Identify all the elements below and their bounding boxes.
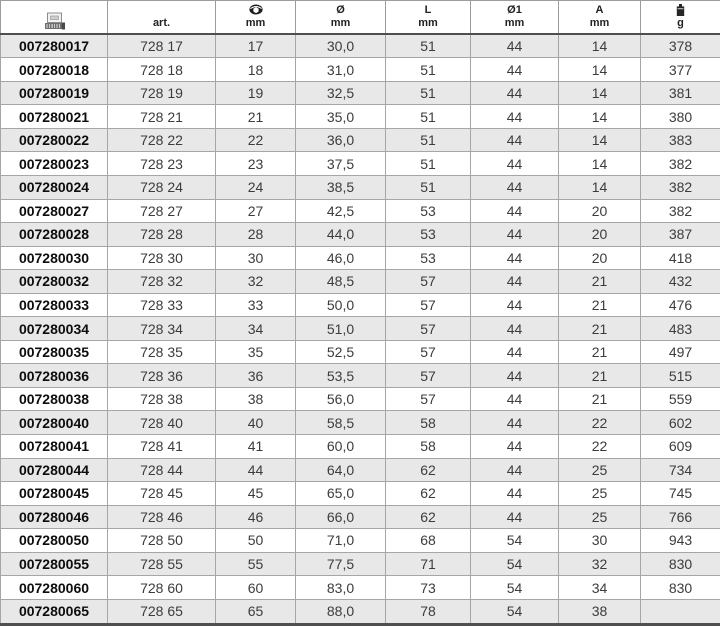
cell-dia1: 44 (471, 128, 559, 152)
table-row (1, 223, 720, 247)
table-row (1, 529, 720, 553)
cell-art: 728 17 (108, 34, 216, 58)
cell-dia1: 44 (471, 317, 559, 341)
cell-art: 728 32 (108, 270, 216, 294)
cell-ean: 007280033 (1, 293, 108, 317)
col-header-a-label: A (595, 3, 604, 16)
cell-ean: 007280035 (1, 340, 108, 364)
cell-length: 57 (386, 270, 471, 294)
table-row (1, 199, 720, 223)
cell-length: 51 (386, 34, 471, 58)
cell-art: 728 28 (108, 223, 216, 247)
cell-art: 728 22 (108, 128, 216, 152)
cell-art: 728 21 (108, 105, 216, 129)
cell-ean: 007280040 (1, 411, 108, 435)
cell-art: 728 23 (108, 152, 216, 176)
cell-length: 62 (386, 505, 471, 529)
cell-ean: 007280022 (1, 128, 108, 152)
cell-a: 21 (559, 293, 641, 317)
cell-size: 30 (216, 246, 296, 270)
cell-dia: 88,0 (296, 599, 386, 624)
cell-size: 41 (216, 434, 296, 458)
table-row (1, 105, 720, 129)
cell-length: 51 (386, 128, 471, 152)
cell-length: 57 (386, 340, 471, 364)
cell-dia: 53,5 (296, 364, 386, 388)
cell-weight: 383 (641, 128, 720, 152)
cell-ean: 007280027 (1, 199, 108, 223)
cell-a: 14 (559, 105, 641, 129)
cell-weight: 381 (641, 81, 720, 105)
cell-size: 27 (216, 199, 296, 223)
cell-size: 65 (216, 599, 296, 624)
table-row (1, 364, 720, 388)
cell-a: 14 (559, 152, 641, 176)
cell-length: 53 (386, 223, 471, 247)
col-header-art-label: art. (152, 16, 171, 29)
table-row (1, 576, 720, 600)
cell-weight: 380 (641, 105, 720, 129)
col-header-dia-unit: mm (330, 16, 351, 29)
cell-weight: 745 (641, 482, 720, 506)
cell-size: 24 (216, 175, 296, 199)
weight-icon (641, 4, 720, 17)
cell-ean: 007280023 (1, 152, 108, 176)
cell-weight: 609 (641, 434, 720, 458)
cell-ean: 007280046 (1, 505, 108, 529)
cell-art: 728 38 (108, 387, 216, 411)
cell-art: 728 35 (108, 340, 216, 364)
cell-ean: 007280019 (1, 81, 108, 105)
cell-size: 50 (216, 529, 296, 553)
table-row (1, 340, 720, 364)
cell-weight: 476 (641, 293, 720, 317)
cell-length: 51 (386, 81, 471, 105)
cell-length: 71 (386, 552, 471, 576)
cell-dia: 52,5 (296, 340, 386, 364)
cell-size: 35 (216, 340, 296, 364)
table-row (1, 128, 720, 152)
cell-dia: 77,5 (296, 552, 386, 576)
col-header-a-unit: mm (589, 16, 610, 29)
cell-dia: 48,5 (296, 270, 386, 294)
cell-art: 728 27 (108, 199, 216, 223)
table-header (1, 1, 720, 34)
cell-dia: 32,5 (296, 81, 386, 105)
cell-dia1: 44 (471, 223, 559, 247)
cell-dia: 71,0 (296, 529, 386, 553)
cell-weight: 943 (641, 529, 720, 553)
table-row (1, 458, 720, 482)
cell-a: 34 (559, 576, 641, 600)
cell-length: 51 (386, 105, 471, 129)
cell-dia: 60,0 (296, 434, 386, 458)
cell-dia: 64,0 (296, 458, 386, 482)
col-header-size (216, 1, 296, 34)
cell-dia1: 44 (471, 105, 559, 129)
cell-length: 51 (386, 175, 471, 199)
cell-ean: 007280065 (1, 599, 108, 624)
cell-ean: 007280028 (1, 223, 108, 247)
cell-weight: 766 (641, 505, 720, 529)
cell-dia1: 54 (471, 576, 559, 600)
cell-length: 58 (386, 411, 471, 435)
cell-length: 62 (386, 482, 471, 506)
cell-dia1: 44 (471, 411, 559, 435)
cell-art: 728 65 (108, 599, 216, 624)
cell-dia: 31,0 (296, 58, 386, 82)
cell-dia1: 44 (471, 458, 559, 482)
cell-a: 25 (559, 505, 641, 529)
cell-size: 32 (216, 270, 296, 294)
cell-a: 38 (559, 599, 641, 624)
col-header-length-unit: mm (418, 16, 438, 29)
cell-size: 23 (216, 152, 296, 176)
cell-a: 21 (559, 317, 641, 341)
cell-art: 728 50 (108, 529, 216, 553)
cell-size: 19 (216, 81, 296, 105)
cell-weight: 734 (641, 458, 720, 482)
cell-ean: 007280044 (1, 458, 108, 482)
table-row (1, 599, 720, 624)
cell-ean: 007280060 (1, 576, 108, 600)
cell-a: 20 (559, 246, 641, 270)
table-row (1, 552, 720, 576)
cell-dia: 56,0 (296, 387, 386, 411)
table-body (1, 34, 720, 625)
cell-ean: 007280055 (1, 552, 108, 576)
cell-art: 728 60 (108, 576, 216, 600)
table-row (1, 434, 720, 458)
cell-size: 17 (216, 34, 296, 58)
cell-dia: 38,5 (296, 175, 386, 199)
cell-weight: 497 (641, 340, 720, 364)
cell-a: 14 (559, 58, 641, 82)
cell-art: 728 36 (108, 364, 216, 388)
cell-dia: 35,0 (296, 105, 386, 129)
cell-dia: 51,0 (296, 317, 386, 341)
cell-a: 25 (559, 458, 641, 482)
cell-art: 728 18 (108, 58, 216, 82)
cell-size: 21 (216, 105, 296, 129)
cell-weight: 382 (641, 199, 720, 223)
cell-weight: 382 (641, 152, 720, 176)
cell-length: 51 (386, 58, 471, 82)
col-header-weight (641, 1, 720, 34)
cell-dia1: 44 (471, 270, 559, 294)
cell-a: 21 (559, 270, 641, 294)
cell-dia1: 44 (471, 152, 559, 176)
barcode-label-icon (42, 12, 67, 30)
cell-a: 21 (559, 387, 641, 411)
cell-a: 30 (559, 529, 641, 553)
cell-length: 51 (386, 152, 471, 176)
col-header-dia (296, 1, 386, 34)
col-header-length-label: L (424, 3, 432, 16)
cell-dia: 66,0 (296, 505, 386, 529)
cell-size: 34 (216, 317, 296, 341)
col-header-size-unit: mm (245, 16, 266, 29)
cell-ean: 007280024 (1, 175, 108, 199)
cell-art: 728 45 (108, 482, 216, 506)
cell-dia1: 44 (471, 34, 559, 58)
cell-weight: 483 (641, 317, 720, 341)
cell-weight: 418 (641, 246, 720, 270)
cell-weight: 378 (641, 34, 720, 58)
cell-art: 728 55 (108, 552, 216, 576)
cell-weight (641, 599, 720, 624)
cell-weight: 559 (641, 387, 720, 411)
cell-ean: 007280018 (1, 58, 108, 82)
cell-weight: 387 (641, 223, 720, 247)
cell-a: 14 (559, 81, 641, 105)
cell-length: 73 (386, 576, 471, 600)
col-header-length (386, 1, 471, 34)
cell-size: 45 (216, 482, 296, 506)
cell-a: 22 (559, 411, 641, 435)
cell-a: 21 (559, 340, 641, 364)
cell-length: 62 (386, 458, 471, 482)
col-header-art (108, 1, 216, 34)
cell-size: 60 (216, 576, 296, 600)
cell-dia1: 44 (471, 387, 559, 411)
cell-length: 68 (386, 529, 471, 553)
cell-a: 20 (559, 199, 641, 223)
cell-length: 78 (386, 599, 471, 624)
cell-size: 28 (216, 223, 296, 247)
cell-ean: 007280017 (1, 34, 108, 58)
cell-art: 728 34 (108, 317, 216, 341)
cell-size: 36 (216, 364, 296, 388)
table-row (1, 293, 720, 317)
cell-length: 57 (386, 364, 471, 388)
cell-dia: 42,5 (296, 199, 386, 223)
cell-a: 25 (559, 482, 641, 506)
cell-a: 20 (559, 223, 641, 247)
cell-a: 14 (559, 34, 641, 58)
cell-ean: 007280045 (1, 482, 108, 506)
cell-weight: 602 (641, 411, 720, 435)
cell-dia1: 44 (471, 364, 559, 388)
table-row (1, 482, 720, 506)
cell-length: 53 (386, 199, 471, 223)
col-header-a (559, 1, 641, 34)
cell-art: 728 41 (108, 434, 216, 458)
cell-dia: 37,5 (296, 152, 386, 176)
cell-ean: 007280021 (1, 105, 108, 129)
table-row (1, 317, 720, 341)
cell-a: 21 (559, 364, 641, 388)
table-row (1, 175, 720, 199)
col-header-ean (1, 1, 108, 34)
cell-dia1: 44 (471, 199, 559, 223)
cell-ean: 007280036 (1, 364, 108, 388)
cell-dia1: 44 (471, 505, 559, 529)
col-header-dia1-label: Ø1 (507, 3, 522, 16)
cell-weight: 432 (641, 270, 720, 294)
cell-dia: 58,5 (296, 411, 386, 435)
col-header-weight-unit: g (677, 16, 684, 29)
cell-dia: 50,0 (296, 293, 386, 317)
cell-dia1: 44 (471, 482, 559, 506)
cell-size: 44 (216, 458, 296, 482)
cell-a: 22 (559, 434, 641, 458)
cell-size: 40 (216, 411, 296, 435)
cell-weight: 830 (641, 576, 720, 600)
cell-ean: 007280032 (1, 270, 108, 294)
col-header-dia1 (471, 1, 559, 34)
cell-dia1: 44 (471, 340, 559, 364)
cell-weight: 382 (641, 175, 720, 199)
cell-dia1: 44 (471, 434, 559, 458)
cell-a: 14 (559, 175, 641, 199)
cell-dia1: 54 (471, 599, 559, 624)
cell-dia: 44,0 (296, 223, 386, 247)
cell-dia: 65,0 (296, 482, 386, 506)
cell-weight: 377 (641, 58, 720, 82)
cell-dia1: 54 (471, 529, 559, 553)
cell-weight: 515 (641, 364, 720, 388)
table-row (1, 387, 720, 411)
cell-dia1: 44 (471, 246, 559, 270)
cell-weight: 830 (641, 552, 720, 576)
cell-size: 18 (216, 58, 296, 82)
cell-length: 57 (386, 317, 471, 341)
cell-size: 22 (216, 128, 296, 152)
cell-ean: 007280041 (1, 434, 108, 458)
cell-a: 32 (559, 552, 641, 576)
cell-dia: 36,0 (296, 128, 386, 152)
table-row (1, 270, 720, 294)
cell-ean: 007280050 (1, 529, 108, 553)
cell-art: 728 30 (108, 246, 216, 270)
cell-ean: 007280030 (1, 246, 108, 270)
cell-size: 55 (216, 552, 296, 576)
cell-art: 728 46 (108, 505, 216, 529)
table-row (1, 81, 720, 105)
cell-size: 33 (216, 293, 296, 317)
table-row (1, 152, 720, 176)
table-row (1, 34, 720, 58)
cell-a: 14 (559, 128, 641, 152)
cell-dia: 83,0 (296, 576, 386, 600)
cell-length: 58 (386, 434, 471, 458)
cell-dia1: 44 (471, 175, 559, 199)
table-row (1, 246, 720, 270)
cell-size: 38 (216, 387, 296, 411)
cell-length: 57 (386, 387, 471, 411)
col-header-dia1-unit: mm (504, 16, 525, 29)
table-row (1, 58, 720, 82)
cell-dia: 30,0 (296, 34, 386, 58)
cell-art: 728 19 (108, 81, 216, 105)
cell-length: 53 (386, 246, 471, 270)
hex-nut-icon (216, 4, 295, 17)
cell-dia1: 44 (471, 58, 559, 82)
cell-art: 728 24 (108, 175, 216, 199)
cell-dia1: 44 (471, 293, 559, 317)
cell-size: 46 (216, 505, 296, 529)
table-row (1, 411, 720, 435)
cell-length: 57 (386, 293, 471, 317)
cell-art: 728 33 (108, 293, 216, 317)
cell-dia: 46,0 (296, 246, 386, 270)
cell-art: 728 44 (108, 458, 216, 482)
cell-ean: 007280038 (1, 387, 108, 411)
cell-art: 728 40 (108, 411, 216, 435)
header-row (1, 1, 720, 34)
col-header-dia-label: Ø (336, 3, 345, 16)
cell-dia1: 54 (471, 552, 559, 576)
table-row (1, 505, 720, 529)
cell-dia1: 44 (471, 81, 559, 105)
cell-ean: 007280034 (1, 317, 108, 341)
